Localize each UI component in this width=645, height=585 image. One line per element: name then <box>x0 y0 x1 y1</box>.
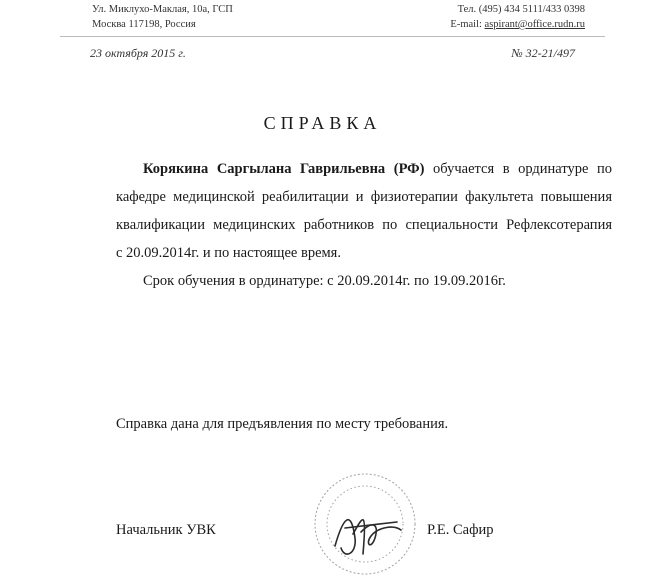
signatory-name: Р.Е. Сафир <box>427 522 494 538</box>
email-line <box>450 17 585 32</box>
header-divider <box>60 36 605 37</box>
letterhead-address <box>92 2 233 32</box>
signatory-position: Начальник УВК <box>116 522 216 538</box>
body-line-1 <box>116 155 612 183</box>
body-line-2: кафедре медицинской реабилитации и физиотерапии факультета повышения <box>116 189 612 205</box>
issue-date: 23 октября 2015 г. <box>90 46 186 60</box>
person-name: Корякина Саргылана Гаврильевна (РФ) <box>143 161 425 177</box>
document-title: СПРАВКА <box>263 113 382 133</box>
email-address: aspirant@office.rudn.ru <box>484 19 585 30</box>
study-term: Срок обучения в ординатуре: с 20.09.2014г. по 19.09.2016г. <box>143 273 506 289</box>
phone-number: Тел. (495) 434 5111/433 0398 <box>457 4 585 15</box>
certificate-body <box>116 155 612 295</box>
body-line-1-rest: обучается в ординатуре по <box>424 161 613 177</box>
purpose-statement: Справка дана для предъявления по месту требования. <box>116 416 449 432</box>
letterhead-contacts <box>450 2 585 32</box>
address-line-2: Москва 117198, Россия <box>92 19 196 30</box>
document-number: № 32-21/497 <box>511 46 575 60</box>
body-line-4: с 20.09.2014г. и по настоящее время. <box>116 245 341 261</box>
email-label: E-mail: <box>450 19 485 30</box>
official-stamp-signature <box>305 468 425 585</box>
body-line-3: квалификации медицинских работников по специальности Рефлексотерапия <box>116 217 612 233</box>
address-line-1: Ул. Миклухо-Маклая, 10а, ГСП <box>92 4 233 15</box>
